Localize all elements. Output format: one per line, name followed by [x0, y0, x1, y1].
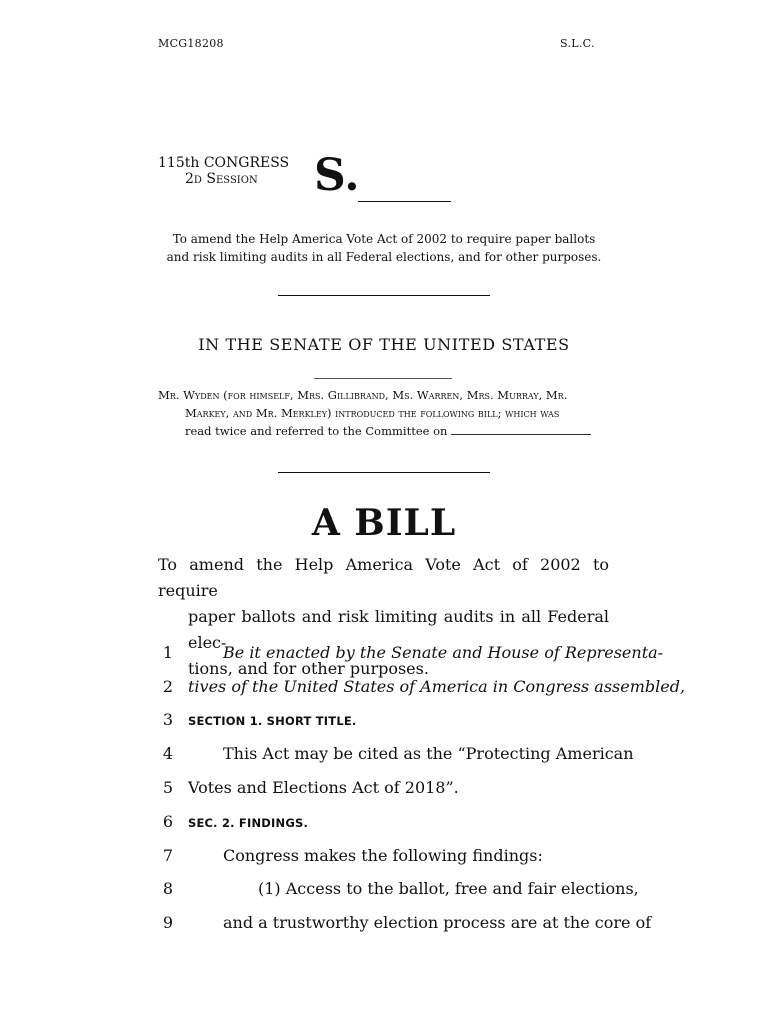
body-text-line: (1) Access to the ballot, free and fair elections,: [258, 879, 639, 898]
chamber-heading: IN THE SENATE OF THE UNITED STATES: [198, 335, 570, 354]
body-text-line: This Act may be cited as the “Protecting American: [223, 744, 634, 763]
line-number: 7: [162, 846, 174, 865]
thin-rule: [314, 378, 452, 379]
document-id: MCG18208: [158, 37, 224, 50]
body-text-line: and a trustworthy election process are at the core of: [223, 913, 652, 932]
introduction-line: Mr. Wyden (for himself, Mrs. Gillibrand, Ms. Warren, Mrs. Murray, Mr.: [158, 388, 568, 402]
introduction-line: read twice and referred to the Committee on: [185, 424, 448, 438]
long-title-line: paper ballots and risk limiting audits in all Federal elec-: [188, 607, 609, 652]
short-purpose-line: To amend the Help America Vote Act of 2002 to require paper ballots: [172, 232, 596, 246]
section-heading: SECTION 1. SHORT TITLE.: [188, 714, 357, 728]
session-label: 2d Session: [185, 171, 258, 187]
line-number: 3: [162, 710, 174, 729]
divider-rule: [278, 472, 490, 473]
line-number: 9: [162, 913, 174, 932]
slc-label: S.L.C.: [560, 37, 595, 50]
enacting-clause-line: Be it enacted by the Senate and House of Representa-: [223, 643, 664, 662]
body-text-line: Votes and Elections Act of 2018”.: [188, 778, 459, 797]
line-number: 4: [162, 744, 174, 763]
congress-session: [158, 155, 289, 187]
line-number: 1: [162, 643, 174, 662]
line-number: 2: [162, 677, 174, 696]
divider-rule: [278, 295, 490, 296]
long-title-line: To amend the Help America Vote Act of 2002 to require: [158, 555, 609, 600]
introduction-paragraph: [158, 386, 611, 440]
enacting-clause-line: tives of the United States of America in Congress assembled,: [188, 677, 686, 696]
long-title-line: tions, and for other purposes.: [188, 659, 429, 678]
bill-heading: A BILL: [311, 502, 457, 544]
bill-number-blank: [358, 201, 451, 202]
long-title: [158, 552, 664, 682]
bill-number: S.: [314, 150, 360, 201]
introduction-line: Markey, and Mr. Merkley) introduced the following bill; which was: [185, 406, 560, 420]
body-text-line: Congress makes the following findings:: [223, 846, 543, 865]
line-number: 8: [162, 879, 174, 898]
section-heading: SEC. 2. FINDINGS.: [188, 816, 309, 830]
introduction-line-with-blank: [158, 422, 611, 440]
line-number: 5: [162, 778, 174, 797]
committee-blank: [451, 423, 591, 435]
line-number: 6: [162, 812, 174, 831]
short-purpose: [160, 230, 608, 266]
congress-number: 115th CONGRESS: [158, 155, 290, 171]
short-purpose-line: and risk limiting audits in all Federal elections, and for other purposes.: [166, 250, 602, 264]
